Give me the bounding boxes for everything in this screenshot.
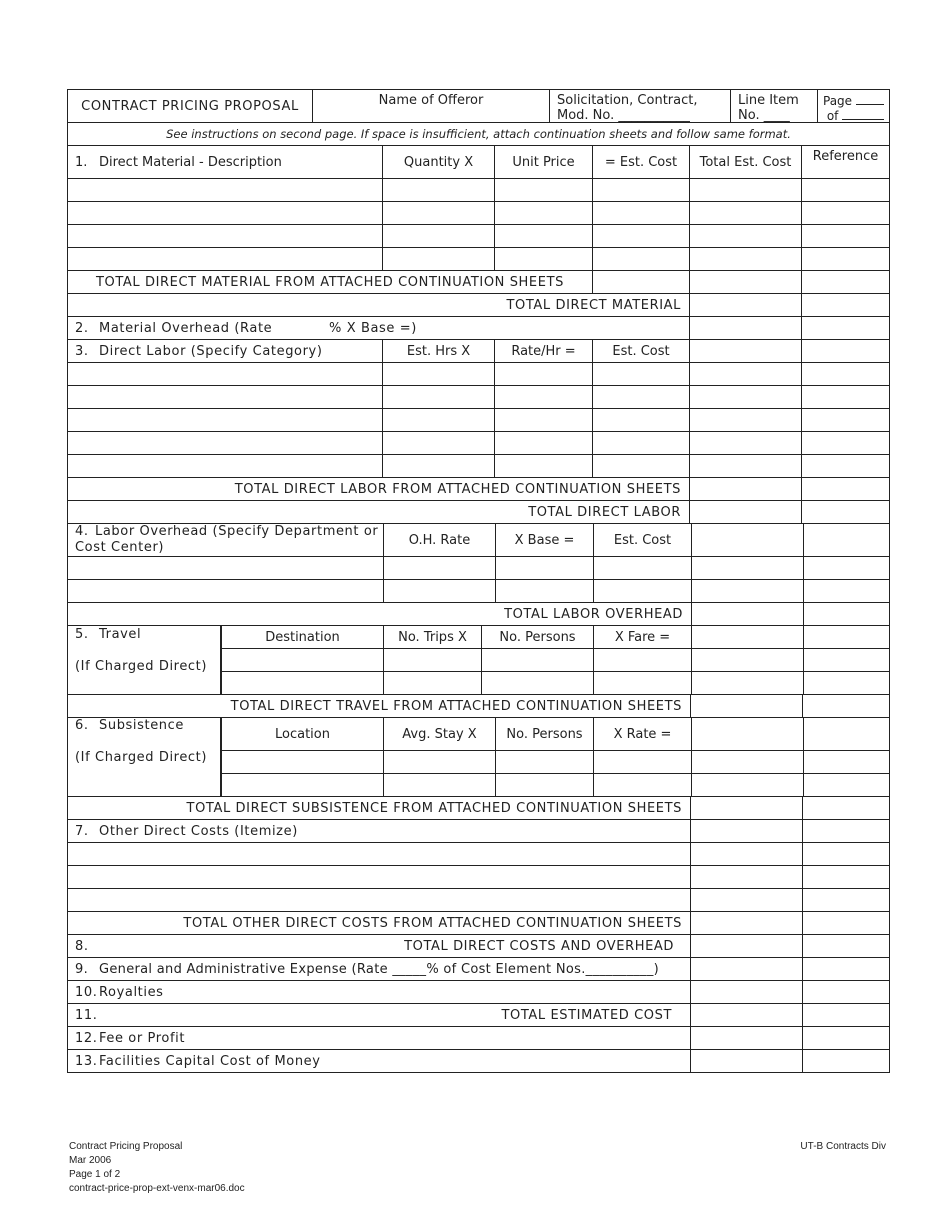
- other-direct-costs-header-row: [67, 820, 890, 843]
- labor-overhead-header-row: [67, 524, 890, 557]
- destination-header: Destination: [221, 626, 383, 648]
- total-other-direct-costs-continuation-label: TOTAL OTHER DIRECT COSTS FROM ATTACHED CONTINUATION SHEETS: [183, 915, 682, 931]
- direct-material-header-row: [67, 146, 890, 179]
- footer-page: Page 1 of 2: [69, 1169, 121, 1180]
- direct-material-label: 1. Direct Material - Description: [75, 154, 282, 170]
- direct-material-row[interactable]: [67, 202, 890, 225]
- total-direct-material-continuation-row: [67, 271, 890, 294]
- facilities-capital-cost-row: [67, 1050, 890, 1073]
- material-overhead-row: [67, 317, 890, 340]
- oh-est-cost-header: Est. Cost: [593, 524, 691, 556]
- x-rate-header: X Rate =: [593, 718, 691, 750]
- total-direct-labor-row: [67, 501, 890, 524]
- reference-header: Reference: [801, 146, 889, 178]
- direct-labor-row[interactable]: [67, 363, 890, 386]
- labor-overhead-label: 4. Labor Overhead (Specify Department or Cost Center): [75, 524, 379, 555]
- total-direct-costs-overhead-row: [67, 935, 890, 958]
- general-admin-expense-row: [67, 958, 890, 981]
- rate-hr-header: Rate/Hr =: [494, 340, 592, 362]
- form-title: CONTRACT PRICING PROPOSAL: [81, 98, 299, 114]
- total-est-cost-header: Total Est. Cost: [689, 146, 801, 178]
- fee-or-profit-label: 12. Fee or Profit: [75, 1030, 186, 1046]
- total-labor-overhead-row: [67, 603, 890, 626]
- total-direct-subsistence-continuation-row: [67, 797, 890, 820]
- other-direct-costs-row[interactable]: [67, 866, 890, 889]
- direct-labor-row[interactable]: [67, 432, 890, 455]
- subsistence-no-persons-header: No. Persons: [495, 718, 593, 750]
- total-direct-material-label: TOTAL DIRECT MATERIAL: [506, 297, 681, 313]
- total-direct-labor-continuation-row: [67, 478, 890, 501]
- header-row: [67, 89, 890, 123]
- total-labor-overhead-label: TOTAL LABOR OVERHEAD: [504, 606, 683, 622]
- travel-sub-label: (If Charged Direct): [75, 659, 208, 674]
- instructions-row: [67, 123, 890, 146]
- total-direct-subsistence-continuation-label: TOTAL DIRECT SUBSISTENCE FROM ATTACHED CONTINUATION SHEETS: [186, 800, 682, 816]
- direct-labor-label: 3. Direct Labor (Specify Category): [75, 343, 323, 359]
- labor-overhead-row[interactable]: [67, 580, 890, 603]
- est-cost-header: = Est. Cost: [592, 146, 689, 178]
- total-direct-travel-continuation-label: TOTAL DIRECT TRAVEL FROM ATTACHED CONTINUATION SHEETS: [230, 698, 682, 714]
- total-other-direct-costs-continuation-row: [67, 912, 890, 935]
- total-direct-travel-continuation-row: [67, 695, 890, 718]
- direct-material-row[interactable]: [67, 225, 890, 248]
- travel-row[interactable]: [220, 649, 889, 672]
- contract-pricing-form: [67, 89, 890, 1073]
- direct-labor-row[interactable]: [67, 455, 890, 478]
- location-header: Location: [221, 718, 383, 750]
- other-direct-costs-label: 7. Other Direct Costs (Itemize): [75, 823, 298, 839]
- facilities-capital-cost-label: 13. Facilities Capital Cost of Money: [75, 1053, 321, 1069]
- footer-filename: contract-price-prop-ext-venx-mar06.doc: [69, 1183, 245, 1194]
- name-of-offeror-label: Name of Offeror: [378, 93, 484, 108]
- total-direct-material-row: [67, 294, 890, 317]
- total-direct-costs-overhead-label: 8. TOTAL DIRECT COSTS AND OVERHEAD: [75, 938, 674, 954]
- page-field[interactable]: [817, 90, 889, 122]
- footer-date: Mar 2006: [69, 1155, 112, 1166]
- total-direct-material-continuation-label: TOTAL DIRECT MATERIAL FROM ATTACHED CONTINUATION SHEETS: [96, 274, 564, 290]
- travel-no-persons-header: No. Persons: [481, 626, 593, 648]
- material-overhead-label: 2. Material Overhead (Rate % X Base =): [75, 320, 417, 336]
- instructions-text: See instructions on second page. If space is insufficient, attach continuation sheets and follow same format.: [166, 126, 791, 141]
- fee-or-profit-row: [67, 1027, 890, 1050]
- other-direct-costs-row[interactable]: [67, 843, 890, 866]
- subsistence-sub-label: (If Charged Direct): [75, 750, 208, 765]
- labor-est-cost-header: Est. Cost: [592, 340, 689, 362]
- solicitation-label: Solicitation, Contract,: [557, 93, 698, 108]
- footer-division: UT-B Contracts Div: [800, 1141, 886, 1152]
- royalties-row: [67, 981, 890, 1004]
- footer-left: [69, 1140, 245, 1196]
- oh-rate-header: O.H. Rate: [383, 524, 495, 556]
- page-label: Page: [823, 94, 853, 108]
- unit-price-header: Unit Price: [494, 146, 592, 178]
- subsistence-block: [67, 718, 890, 797]
- total-direct-labor-continuation-label: TOTAL DIRECT LABOR FROM ATTACHED CONTINUATION SHEETS: [234, 481, 681, 497]
- est-hrs-header: Est. Hrs X: [382, 340, 494, 362]
- direct-labor-header-row: [67, 340, 890, 363]
- x-base-header: X Base =: [495, 524, 593, 556]
- travel-grid: [220, 626, 889, 694]
- x-fare-header: X Fare =: [593, 626, 691, 648]
- name-of-offeror-field[interactable]: [312, 90, 549, 122]
- total-direct-labor-label: TOTAL DIRECT LABOR: [528, 504, 681, 520]
- of-label: of: [826, 109, 839, 123]
- mod-no-label: Mod. No. ___________: [557, 108, 690, 123]
- travel-block: [67, 626, 890, 695]
- royalties-label: 10. Royalties: [75, 984, 164, 1000]
- other-direct-costs-row[interactable]: [67, 889, 890, 912]
- total-estimated-cost-row: [67, 1004, 890, 1027]
- direct-labor-row[interactable]: [67, 409, 890, 432]
- footer-title: Contract Pricing Proposal: [69, 1141, 183, 1152]
- avg-stay-header: Avg. Stay X: [383, 718, 495, 750]
- subsistence-row[interactable]: [220, 751, 889, 774]
- direct-material-row[interactable]: [67, 179, 890, 202]
- labor-overhead-row[interactable]: [67, 557, 890, 580]
- direct-material-row[interactable]: [67, 248, 890, 271]
- travel-row[interactable]: [220, 672, 889, 694]
- no-trips-header: No. Trips X: [383, 626, 481, 648]
- general-admin-expense-label: 9. General and Administrative Expense (Rate _____% of Cost Element Nos.__________): [75, 961, 660, 977]
- line-item-label: Line Item: [738, 93, 799, 108]
- quantity-header: Quantity X: [382, 146, 494, 178]
- travel-label: 5. Travel (If Charged Direct): [75, 626, 220, 675]
- subsistence-row[interactable]: [220, 774, 889, 796]
- direct-labor-row[interactable]: [67, 386, 890, 409]
- total-estimated-cost-label: 11. TOTAL ESTIMATED COST: [75, 1007, 672, 1023]
- line-item-no-label: No. ____: [738, 108, 790, 123]
- subsistence-label: 6. Subsistence (If Charged Direct): [75, 718, 220, 766]
- subsistence-grid: [220, 718, 889, 796]
- line-item-field[interactable]: [730, 90, 817, 122]
- solicitation-field[interactable]: [549, 90, 730, 122]
